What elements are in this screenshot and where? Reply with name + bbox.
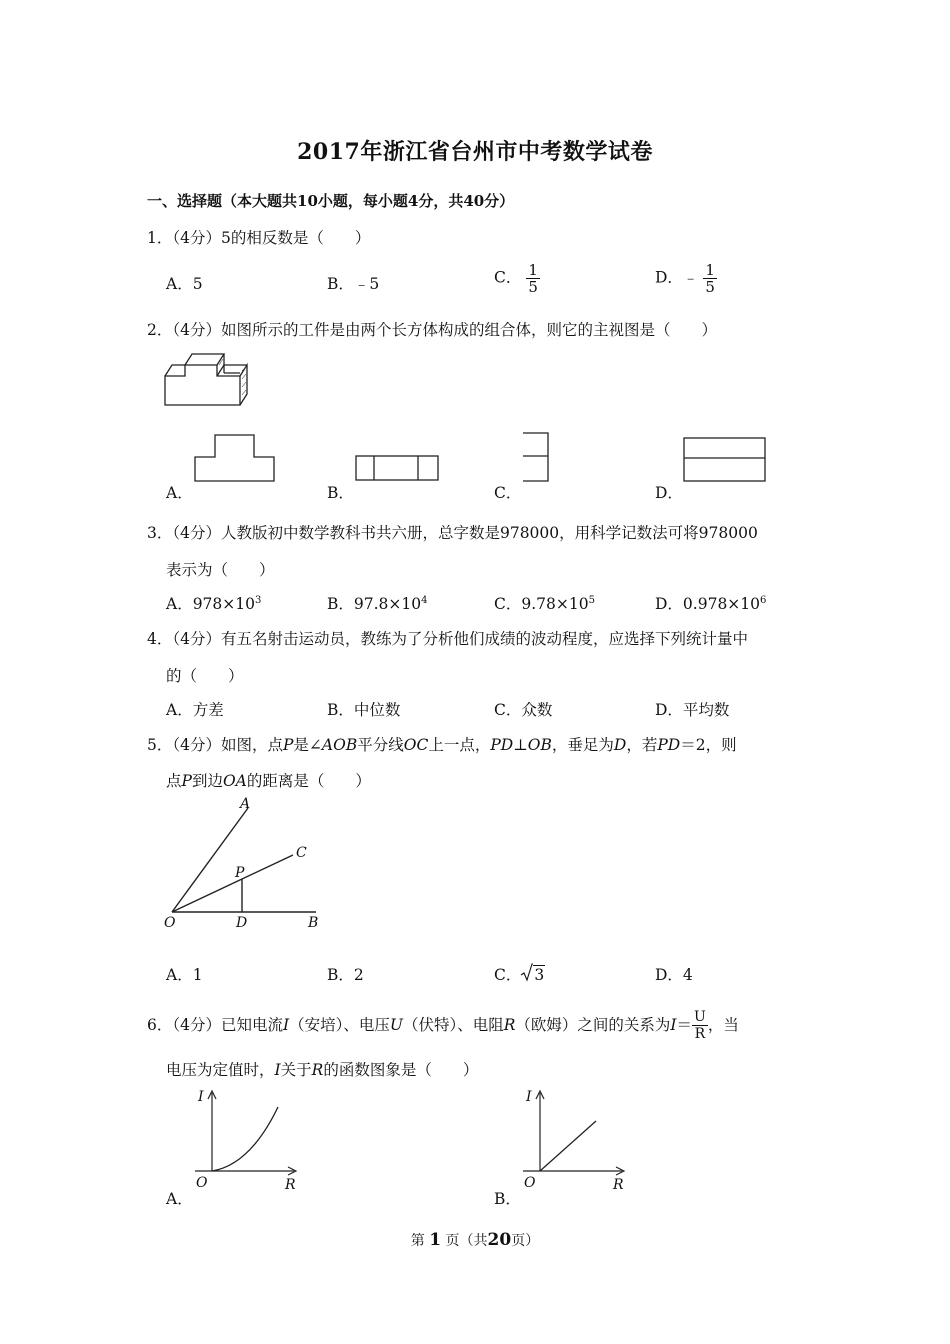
fraction (703, 262, 717, 295)
exponent: 6 (760, 594, 767, 606)
question-3-line-2: 表示为（ ） (166, 561, 275, 579)
var-pd: PD (657, 736, 681, 754)
var-r: R (311, 1061, 324, 1079)
text: （欧姆）之间的关系为 (515, 1016, 671, 1034)
q2-option-d-figure (683, 437, 767, 483)
q1-option-a: A．5 (166, 275, 203, 293)
axis-label-r: R (285, 1177, 296, 1193)
section-heading: 一、选择题（本大题共10小题，每小题4分，共40分） (147, 192, 515, 210)
question-2-stem: 2．（4分）如图所示的工件是由两个长方体构成的组合体，则它的主视图是（ ） (147, 321, 717, 339)
text: ＝ (676, 1016, 693, 1034)
q2-option-c: C． (494, 484, 522, 502)
question-5-line-1 (147, 733, 737, 755)
q6-graph-b (518, 1085, 638, 1195)
radicand: 3 (534, 966, 545, 984)
q5-option-c (494, 963, 545, 985)
question-6-line-2 (166, 1058, 478, 1080)
text: 上一点， (428, 736, 491, 754)
q2-option-b-figure (355, 455, 441, 483)
text: 电压为定值时， (166, 1061, 275, 1079)
text: ，若 (626, 736, 658, 754)
text: 6．（4分）已知电流 (147, 1016, 283, 1034)
q2-option-b: B． (327, 484, 354, 502)
q4-option-d: D．平均数 (655, 701, 730, 719)
current-page-number: 1 (429, 1230, 442, 1250)
axis-label-r: R (613, 1177, 624, 1193)
text: 是∠ (293, 736, 322, 754)
label-p: P (235, 865, 245, 881)
text: ，当 (707, 1016, 739, 1034)
q2-option-a: A． (166, 484, 193, 502)
text: （安培）、电压 (289, 1016, 390, 1034)
axis-label-o: O (196, 1175, 208, 1191)
var-i: I (670, 1016, 677, 1034)
axis-label-o: O (524, 1175, 536, 1191)
q3-option-a (166, 592, 261, 614)
text: （伏特）、电阻 (402, 1016, 504, 1034)
var-pd: PD (490, 736, 514, 754)
q6-graph-a (190, 1085, 310, 1195)
option-text: D．0.978×10 (655, 595, 761, 613)
q5-option-a: A．1 (166, 966, 203, 984)
q1-option-b: B．﹣5 (327, 275, 380, 293)
label-b: B (308, 915, 319, 931)
total-page-count: 20 (487, 1230, 512, 1250)
label-c: C (296, 845, 307, 861)
exponent: 4 (421, 594, 428, 606)
q4-option-a: A．方差 (166, 701, 224, 719)
exponent: 3 (255, 594, 262, 606)
sqrt-radical-icon (521, 963, 533, 983)
ray-oc (172, 855, 293, 912)
label-a: A (240, 796, 251, 812)
q1-option-c (494, 262, 540, 295)
footer-text: 页） (511, 1233, 540, 1249)
fraction-numerator: 1 (528, 261, 538, 279)
text: ＝2，则 (680, 736, 737, 754)
question-6-line-1 (147, 1009, 739, 1042)
ray-oa (172, 808, 248, 912)
q2-option-d: D． (655, 484, 683, 502)
workpiece-3d-figure (160, 345, 260, 411)
fraction-denominator: R (694, 1026, 706, 1042)
exponent: 5 (588, 594, 595, 606)
q3-option-d (655, 592, 766, 614)
text: ，垂足为 (551, 736, 614, 754)
question-4-line-2: 的（ ） (166, 667, 244, 685)
text: 到边 (191, 772, 223, 790)
option-label: C． (494, 966, 522, 984)
q4-option-c: C．众数 (494, 701, 553, 719)
q5-option-d: D．4 (655, 966, 693, 984)
q3-option-c (494, 592, 595, 614)
q6-option-a: A． (166, 1190, 193, 1208)
q1-option-d (655, 262, 717, 295)
footer-text: 第 (410, 1233, 425, 1249)
var-aob: AOB (321, 736, 358, 754)
label-d: D (236, 915, 248, 931)
fraction-numerator: 1 (705, 261, 715, 279)
question-3-line-1: 3．（4分）人教版初中数学教科书共六册，总字数是978000，用科学记数法可将978000 (147, 524, 758, 542)
axis-label-i: I (198, 1089, 204, 1105)
var-p: P (181, 772, 192, 790)
text: 点 (166, 772, 182, 790)
text: ⊥ (513, 736, 528, 754)
q5-option-b: B．2 (327, 966, 364, 984)
q2-option-c-figure (522, 432, 552, 484)
question-4-line-1: 4．（4分）有五名射击运动员，教练为了分析他们成绩的波动程度，应选择下列统计量中 (147, 630, 748, 648)
question-5-line-2 (166, 769, 371, 791)
option-label: C． (494, 268, 522, 287)
fraction-numerator: U (694, 1009, 706, 1025)
var-ob: OB (527, 736, 552, 754)
label-o: O (164, 915, 176, 931)
option-text: B．97.8×10 (327, 595, 422, 613)
axis-label-i: I (526, 1089, 532, 1105)
var-p: P (282, 736, 294, 754)
text: 的距离是（ ） (246, 772, 371, 790)
text: 关于 (280, 1061, 312, 1079)
fraction-denominator: 5 (528, 278, 538, 296)
page-footer (0, 1230, 950, 1250)
var-oc: OC (403, 736, 429, 754)
q4-option-b: B．中位数 (327, 701, 401, 719)
text: 5．（4分）如图，点 (147, 736, 283, 754)
var-r: R (503, 1016, 516, 1034)
angle-bisector-figure (160, 795, 330, 935)
fraction-denominator: 5 (705, 278, 715, 296)
fraction (526, 262, 540, 295)
var-i: I (274, 1061, 281, 1079)
q6-option-b: B． (494, 1190, 521, 1208)
var-i: I (282, 1016, 290, 1034)
option-text: C．9.78×10 (494, 595, 589, 613)
page-title: 2017年浙江省台州市中考数学试卷 (297, 139, 653, 165)
question-1-stem: 1．（4分）5的相反数是（ ） (147, 229, 371, 247)
q3-option-b (327, 592, 428, 614)
var-d: D (613, 736, 627, 754)
q2-option-a-figure (194, 434, 276, 484)
text: 平分线 (357, 736, 404, 754)
option-text: A．978×10 (166, 595, 255, 613)
option-label: D．﹣ (655, 268, 699, 287)
var-u: U (389, 1016, 403, 1034)
text: 的函数图象是（ ） (323, 1061, 479, 1079)
fraction-u-over-r (692, 1009, 708, 1042)
footer-text: 页（共 (445, 1233, 488, 1249)
var-oa: OA (222, 772, 247, 790)
